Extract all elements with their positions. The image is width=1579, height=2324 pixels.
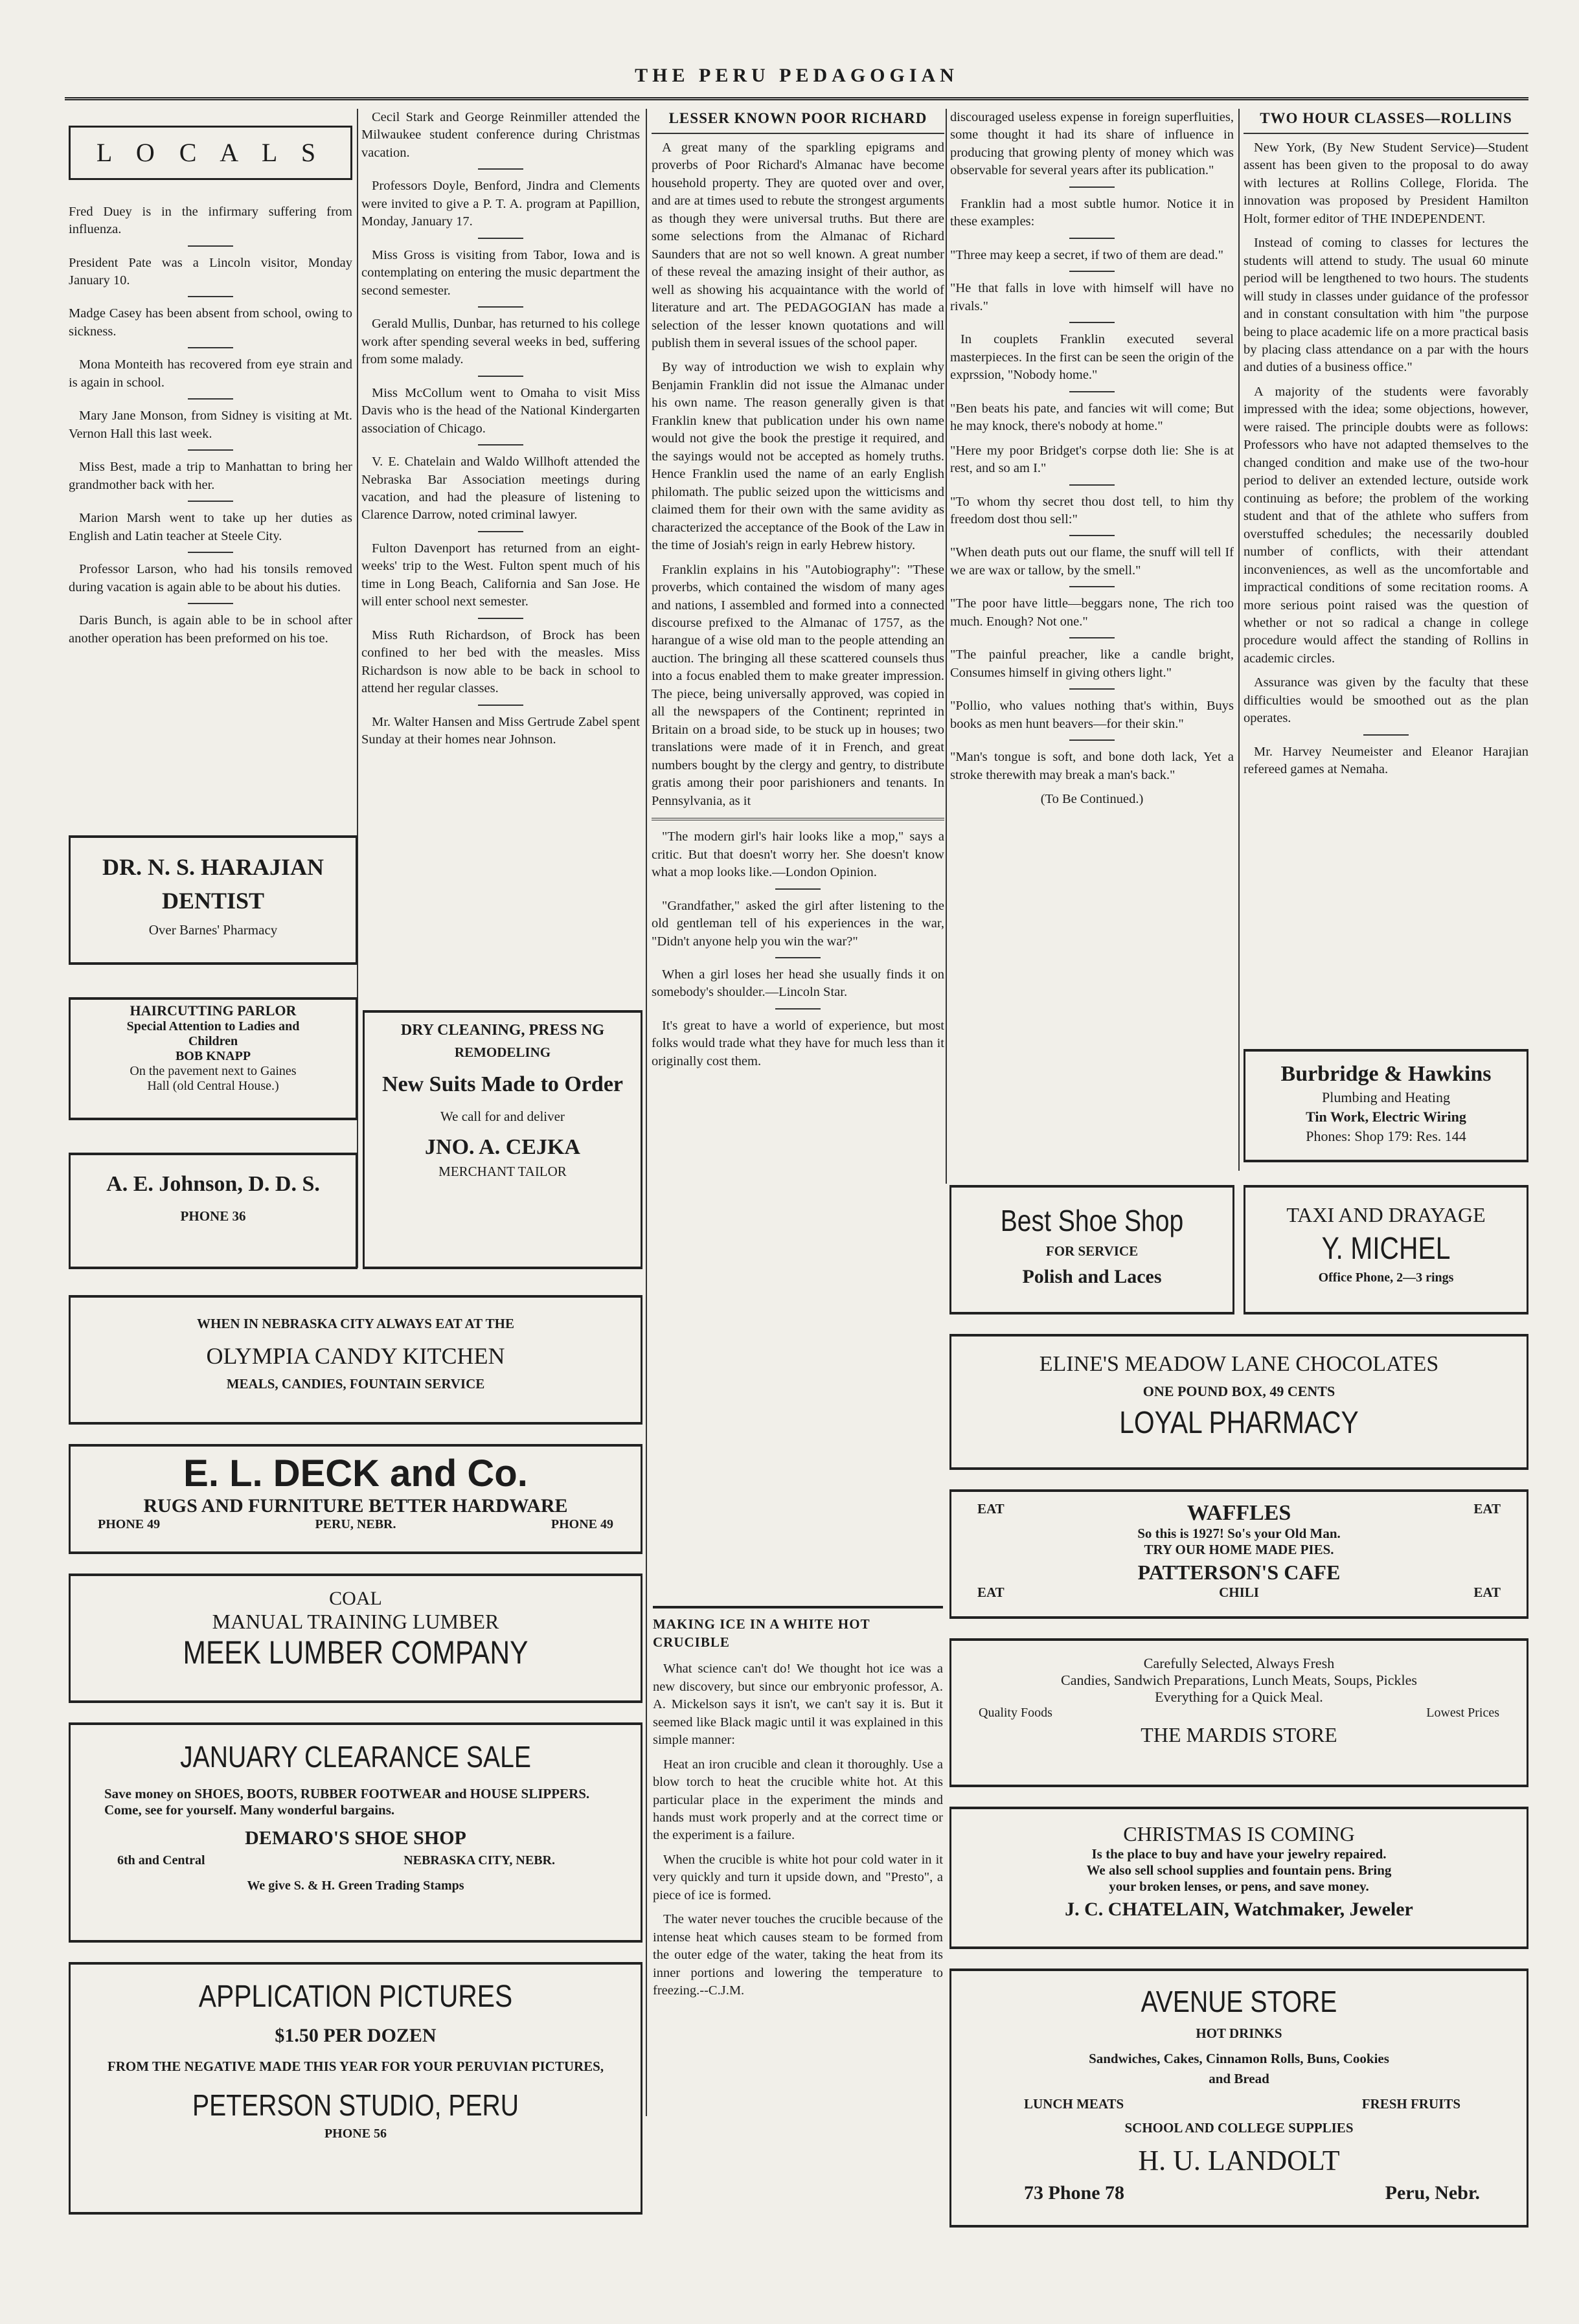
ice-article [653, 1606, 943, 2262]
news-item: Mr. Walter Hansen and Miss Gertrude Zabel spent Sunday at their homes near Johnson. [361, 714, 640, 747]
article-paragraph: In couplets Franklin executed several masterpieces. In the first can be seen the origin of the exprssion, "Nobody home." [950, 332, 1234, 383]
ad-line: WAFFLES [1187, 1501, 1291, 1525]
mardis-ad [949, 1638, 1528, 1787]
joke-item: When a girl loses her head she usually finds it on somebody's shoulder.—Lincoln Star. [652, 967, 944, 1000]
ad-line: Save money on SHOES, BOOTS, RUBBER FOOTWEAR and HOUSE SLIPPERS. Come, see for yourself. Many wonderful bargains. [104, 1786, 590, 1818]
ad-line: Lowest Prices [1426, 1706, 1499, 1720]
deck-ad [69, 1444, 642, 1554]
cejka-ad [363, 1010, 642, 1269]
ad-line: So this is 1927! So's your Old Man. [1137, 1526, 1341, 1541]
ad-phone: PHONE 49 [98, 1517, 161, 1531]
news-item: Gerald Mullis, Dunbar, has returned to his college work after spending several weeks in bed, suffering from some malady. [361, 317, 640, 367]
harajian-ad [69, 835, 358, 965]
ad-line: Tin Work, Electric Wiring [1306, 1109, 1466, 1125]
ad-line: Quality Foods [979, 1706, 1052, 1720]
burbridge-ad [1244, 1049, 1528, 1162]
locals-item: Fred Duey is in the infirmary suffering from influenza. [69, 204, 352, 237]
ad-line: MANUAL TRAINING LUMBER [212, 1610, 499, 1633]
joke-item: It's great to have a world of experience, but most folks would trade what they have for much less than it originally cost them. [652, 1018, 944, 1068]
ad-line: AVENUE STORE [1141, 1985, 1337, 2018]
ad-line: Sandwiches, Cakes, Cinnamon Rolls, Buns, Cookies [1089, 2051, 1389, 2066]
ad-line: TAXI AND DRAYAGE [1286, 1203, 1486, 1226]
ad-line: EAT [977, 1585, 1005, 1600]
ad-line: Phones: Shop 179: Res. 144 [1306, 1128, 1466, 1144]
ad-line: TRY OUR HOME MADE PIES. [1144, 1542, 1334, 1557]
loyal-pharmacy-ad [949, 1334, 1528, 1470]
ad-line: PATTERSON'S CAFE [1137, 1561, 1341, 1584]
ad-line: DRY CLEANING, PRESS NG [400, 1022, 605, 1039]
locals-column [69, 109, 352, 833]
ad-name: A. E. Johnson, D. D. S. [106, 1172, 320, 1196]
ad-line: BOB KNAPP [175, 1049, 251, 1063]
ad-line: Candies, Sandwich Preparations, Lunch Meats, Soups, Pickles [1061, 1672, 1417, 1688]
ad-line: EAT [977, 1501, 1005, 1517]
article-paragraph: Heat an iron crucible and clean it thoroughly. Use a blow torch to heat the crucible white hot. At this particular place in the experiment the minds and hands must work properly and at the correct time or the experiment is a failure. [653, 1757, 943, 1843]
ad-line: FRESH FRUITS [1361, 2096, 1460, 2112]
article-paragraph: New York, (By New Student Service)—Student assent has been given to the proposal to do away with lectures at Rollins College, Florida. The innovation was proposed by President Hamilton Holt, former editor of THE INDEPENDENT. [1244, 140, 1528, 226]
ad-line: H. U. LANDOLT [1138, 2145, 1340, 2176]
masthead: THE PERU PEDAGOGIAN [635, 65, 959, 86]
ad-phone: PHONE 49 [551, 1517, 613, 1531]
rollins-heading: TWO HOUR CLASSES—ROLLINS [1244, 109, 1528, 134]
quote: "Here my poor Bridget's corpse doth lie: She is at rest, and so am I." [950, 443, 1234, 476]
ad-line: WHEN IN NEBRASKA CITY ALWAYS EAT AT THE [197, 1316, 514, 1331]
news-item: Fulton Davenport has returned from an eight-weeks' trip to the West. Fulton spent much of his time in Long Beach, California and San Jose. He will enter school next semester. [361, 541, 640, 609]
ad-phone: PHONE 56 [324, 2127, 387, 2141]
ad-line: Everything for a Quick Meal. [1155, 1689, 1323, 1705]
richard-continued-column [950, 109, 1234, 1177]
chatelain-ad [949, 1807, 1528, 1949]
article-paragraph: Assurance was given by the faculty that these difficulties would be smoothed out as the plan operates. [1244, 675, 1528, 726]
news-item: Miss Ruth Richardson, of Brock has been confined to her bed with the measles. Miss Richardson is now able to be back in school to attend her regular classes. [361, 627, 640, 696]
ad-line: Plumbing and Heating [1322, 1089, 1450, 1105]
article-paragraph: When the crucible is white hot pour cold water in it very quickly and turn it upside down, and "Presto", a piece of ice is formed. [653, 1852, 943, 1902]
ad-line: CHILI [1219, 1585, 1259, 1600]
news-item: Miss Gross is visiting from Tabor, Iowa and is contemplating on entering the music department the second semester. [361, 247, 640, 298]
ad-name: DR. N. S. HARAJIAN [102, 854, 324, 880]
patterson-ad [949, 1489, 1528, 1619]
taxi-ad [1244, 1185, 1528, 1314]
ad-line: We call for and deliver [440, 1109, 565, 1124]
ad-line: Polish and Laces [1022, 1266, 1162, 1287]
ad-line: EAT [1473, 1585, 1501, 1600]
column-rule [1238, 109, 1240, 1171]
ad-line: Is the place to buy and have your jewelry repaired. [1091, 1846, 1387, 1862]
article-paragraph: A great many of the sparkling epigrams and proverbs of Poor Richard's Almanac have become household property. They are quoted over and over, and are at times used to rebute the strongest arguments as though they were universal truths. But there are some selections from the Almanac of Richard Saunders that are not so well known. A great number of these reveal the amazing insight of their author, as well as showing his acquaintance with the world of literature and art. The PEDAGOGIAN has made a selection of the lesser known quotations and will publish them in several issues of the school paper. [652, 140, 944, 350]
ad-line: Hall (old Central House.) [147, 1079, 279, 1093]
locals-item: Miss Best, made a trip to Manhattan to bring her grandmother back with her. [69, 460, 352, 492]
peterson-ad [69, 1962, 642, 2215]
ad-line: DEMARO'S SHOE SHOP [245, 1827, 466, 1849]
ad-line: Y. MICHEL [1321, 1232, 1451, 1266]
news-item: V. E. Chatelain and Waldo Willhoft attended the Nebraska Bar Association meetings during vacation, and had the pleasure of listening to Clarence Darrow, noted criminal lawyer. [361, 455, 640, 523]
ad-line: Burbridge & Hawkins [1280, 1062, 1492, 1086]
article-paragraph: By way of introduction we wish to explain why Benjamin Franklin did not issue the Almanac under his own name. The reason generally given is that Franklin knew that publication under his own name would not give the book the prestige it required, and the sayings would not be accepted as homely truths. Hence Franklin used the name of an early English philomath. The public seized upon the witticisms and claimed them for their own with the same avidity as characterized the acceptance of the Book of the Law in the time of Josiah's reign in early Hebrew history. [652, 360, 944, 553]
ad-line: FROM THE NEGATIVE MADE THIS YEAR FOR YOUR PERUVIAN PICTURES, [107, 2059, 604, 2074]
article-paragraph: discouraged useless expense in foreign superfluities, some thought it had its share of influence in producing that growing plenty of money which was observable for several years after its publication." [950, 110, 1234, 178]
ad-line: CHRISTMAS IS COMING [1123, 1822, 1355, 1845]
quote: "He that falls in love with himself will have no rivals." [950, 281, 1234, 313]
ad-line: New Suits Made to Order [381, 1072, 624, 1096]
shoe-shop-ad [949, 1185, 1234, 1314]
quote: "Man's tongue is soft, and bone doth lack, Yet a stroke therewith may break a man's back." [950, 750, 1234, 782]
quote: "When death puts out our flame, the snuff will tell If we are wax or tallow, by the smell." [950, 545, 1234, 578]
ad-line: We give S. & H. Green Trading Stamps [247, 1878, 464, 1893]
ad-line: THE MARDIS STORE [1141, 1723, 1337, 1746]
ad-line: MERCHANT TAILOR [438, 1164, 567, 1179]
news-item: Cecil Stark and George Reinmiller attended the Milwaukee student conference during Christmas vacation. [361, 110, 640, 160]
ad-line: REMODELING [454, 1044, 551, 1060]
ad-line: and Bread [1209, 2071, 1269, 2086]
ad-line: your broken lenses, or pens, and save money. [1109, 1878, 1369, 1894]
locals-item: Mona Monteith has recovered from eye strain and is again in school. [69, 357, 352, 390]
personals-column [361, 109, 640, 989]
ad-town: PERU, NEBR. [315, 1517, 396, 1531]
ad-line: Children [188, 1034, 238, 1048]
news-item: Miss McCollum went to Omaha to visit Miss Davis who is the head of the National Kindergarten association of Chicago. [361, 385, 640, 436]
richard-column [652, 109, 944, 1177]
locals-item: Daris Bunch, is again able to be in school after another operation has been preformed on his toe. [69, 613, 352, 646]
ad-line: MEALS, CANDIES, FOUNTAIN SERVICE [226, 1376, 485, 1392]
ad-phone: PHONE 36 [180, 1208, 246, 1224]
article-paragraph: Instead of coming to classes for lectures the students will attend to study. The usual 60 minute period will be lengthened to two hours. The students will study in classes under guidance of the professor and in constant consultation with him "the purpose being to place academic life on a more practical basis by placing class attendance on a par with the hours and duties of a business office." [1244, 236, 1528, 375]
ad-line: HAIRCUTTING PARLOR [130, 1002, 297, 1019]
quote: "To whom thy secret thou dost tell, to him thy freedom dost thou sell:" [950, 494, 1234, 526]
demaro-ad [69, 1722, 642, 1943]
ad-line: PETERSON STUDIO, PERU [192, 2088, 519, 2122]
quote: "Three may keep a secret, if two of them are dead." [950, 247, 1223, 262]
ad-line: OLYMPIA CANDY KITCHEN [206, 1343, 505, 1369]
ad-line: JNO. A. CEJKA [425, 1135, 580, 1159]
ad-line: SCHOOL AND COLLEGE SUPPLIES [1124, 2120, 1354, 2136]
locals-item: President Pate was a Lincoln visitor, Monday January 10. [69, 255, 352, 288]
locals-item: Marion Marsh went to take up her duties as English and Latin teacher at Steele City. [69, 511, 352, 543]
quote: "The poor have little—beggars none, The rich too much. Enough? Not one." [950, 596, 1234, 629]
ad-line: EAT [1473, 1501, 1501, 1517]
article-paragraph: Mr. Harvey Neumeister and Eleanor Harajian refereed games at Nemaha. [1244, 744, 1528, 777]
ad-line: HOT DRINKS [1196, 2025, 1282, 2041]
ad-name: E. L. DECK and Co. [183, 1452, 528, 1495]
ad-line: Office Phone, 2—3 rings [1318, 1270, 1454, 1285]
news-item: Professors Doyle, Benford, Jindra and Clements were invited to give a P. T. A. program at Papillion, Monday, January 17. [361, 179, 640, 229]
ad-line: MEEK LUMBER COMPANY [183, 1634, 528, 1671]
continued-note: (To Be Continued.) [1040, 792, 1144, 807]
ad-line: NEBRASKA CITY, NEBR. [403, 1853, 555, 1867]
ad-line: We also sell school supplies and fountain pens. Bring [1086, 1862, 1392, 1878]
ad-line: RUGS AND FURNITURE BETTER HARDWARE [143, 1495, 568, 1517]
ad-line: $1.50 PER DOZEN [275, 2025, 437, 2046]
rollins-column [1244, 109, 1528, 1145]
article-paragraph: A majority of the students were favorably impressed with the idea; some objections, however, were raised. The principle doubts were as follows: Professors who have not adapted themselves to the changed condition and make use of the two-hour period to deliver an extended lecture, outside work continuing as before; the problem of the working student and that of the athlete who suffers from overstuffed schedules; the necessarily doubled number of conflicts, with their attendant inconveniences, as well as the uncomfortable and impractical conditions of some recitation rooms. A more serious point raised was the question of whether or not so radical a change in college procedure would affect the standing of Rollins in academic circles. [1244, 384, 1528, 666]
meek-ad [69, 1574, 642, 1703]
article-paragraph: Franklin explains in his "Autobiography": "These proverbs, which contained the wisdom of many ages and nations, I assembled and formed into a connected discourse prefixed to the Almanac of 1757, as the harangue of a wise old man to the people attending an auction. The bringing all these scattered counsels thus into a focus enabled them to make greater impression. The piece, being universally approved, was copied in all the newspapers of the Continent; reprinted in Britain on a broad side, to be stuck up in houses; two translations were made of it in French, and great numbers bought by the clergy and gentry, to distribute gratis among their poor parishioners and tenants. In Pennsylvania, as it [652, 562, 944, 808]
column-rule [646, 109, 647, 2116]
ad-line: COAL [329, 1588, 382, 1609]
quote: "Ben beats his pate, and fancies wit will come; But he may knock, there's nobody at home." [950, 401, 1234, 434]
locals-item: Madge Casey has been absent from school, owing to sickness. [69, 306, 352, 339]
johnson-ad [69, 1153, 358, 1269]
ad-line: 6th and Central [117, 1853, 205, 1867]
locals-heading: L O C A L S [69, 126, 352, 180]
ad-line: Carefully Selected, Always Fresh [1143, 1655, 1335, 1671]
ad-title: DENTIST [161, 888, 265, 914]
quote: "Pollio, who values nothing that's within, Buys books as men hunt beavers—for their skin." [950, 699, 1234, 731]
locals-item: Mary Jane Monson, from Sidney is visiting at Mt. Vernon Hall this last week. [69, 409, 352, 441]
ice-heading: MAKING ICE IN A WHITE HOT CRUCIBLE [653, 1616, 870, 1651]
ad-line: JANUARY CLEARANCE SALE [180, 1740, 531, 1774]
column-rule [946, 109, 947, 1184]
ad-line: Peru, Nebr. [1385, 2182, 1480, 2204]
richard-heading: LESSER KNOWN POOR RICHARD [652, 109, 944, 134]
ad-line: APPLICATION PICTURES [198, 1980, 513, 2014]
ad-line: 73 Phone 78 [1024, 2182, 1125, 2204]
ad-line: LOYAL PHARMACY [1119, 1406, 1359, 1440]
olympia-ad [69, 1295, 642, 1425]
ad-line: On the pavement next to Gaines [130, 1064, 297, 1078]
ad-line: J. C. CHATELAIN, Watchmaker, Jeweler [1065, 1899, 1413, 1920]
article-paragraph: The water never touches the crucible because of the intense heat which causes steam to be formed from the outer edge of the water, taking the heat from its inner portions and lowering the temperature to freezing.--C.J.M. [653, 1912, 943, 1998]
ad-line: FOR SERVICE [1045, 1243, 1139, 1259]
ad-line: LUNCH MEATS [1024, 2096, 1124, 2112]
article-paragraph: Franklin had a most subtle humor. Notice it in these examples: [950, 196, 1234, 229]
joke-item: "Grandfather," asked the girl after listening to the old gentleman tell of his experiences in the war, "Didn't anyone help you win the war?" [652, 898, 944, 949]
ad-line: Best Shoe Shop [1000, 1204, 1184, 1237]
avenue-store-ad [949, 1969, 1528, 2228]
quote: "The painful preacher, like a candle bright, Consumes himself in giving others light." [950, 648, 1234, 680]
ad-line: ELINE'S MEADOW LANE CHOCOLATES [1039, 1352, 1439, 1376]
joke-item: "The modern girl's hair looks like a mop," says a critic. But that doesn't worry her. She doesn't know what a mop looks like.—London Opinion. [652, 829, 944, 880]
locals-item: Professor Larson, who had his tonsils removed during vacation is again able to be about his duties. [69, 562, 352, 594]
barber-ad [69, 997, 358, 1120]
ad-location: Over Barnes' Pharmacy [148, 922, 278, 938]
masthead-rule [65, 97, 1528, 100]
ad-line: Special Attention to Ladies and [126, 1019, 300, 1033]
article-paragraph: What science can't do! We thought hot ice was a new discovery, but since our embryonic professor, A. A. Mickelson says it isn't, we can't say it is. But it seemed like Black magic until it was explained in this simple manner: [653, 1662, 943, 1748]
ad-line: ONE POUND BOX, 49 CENTS [1142, 1383, 1335, 1399]
